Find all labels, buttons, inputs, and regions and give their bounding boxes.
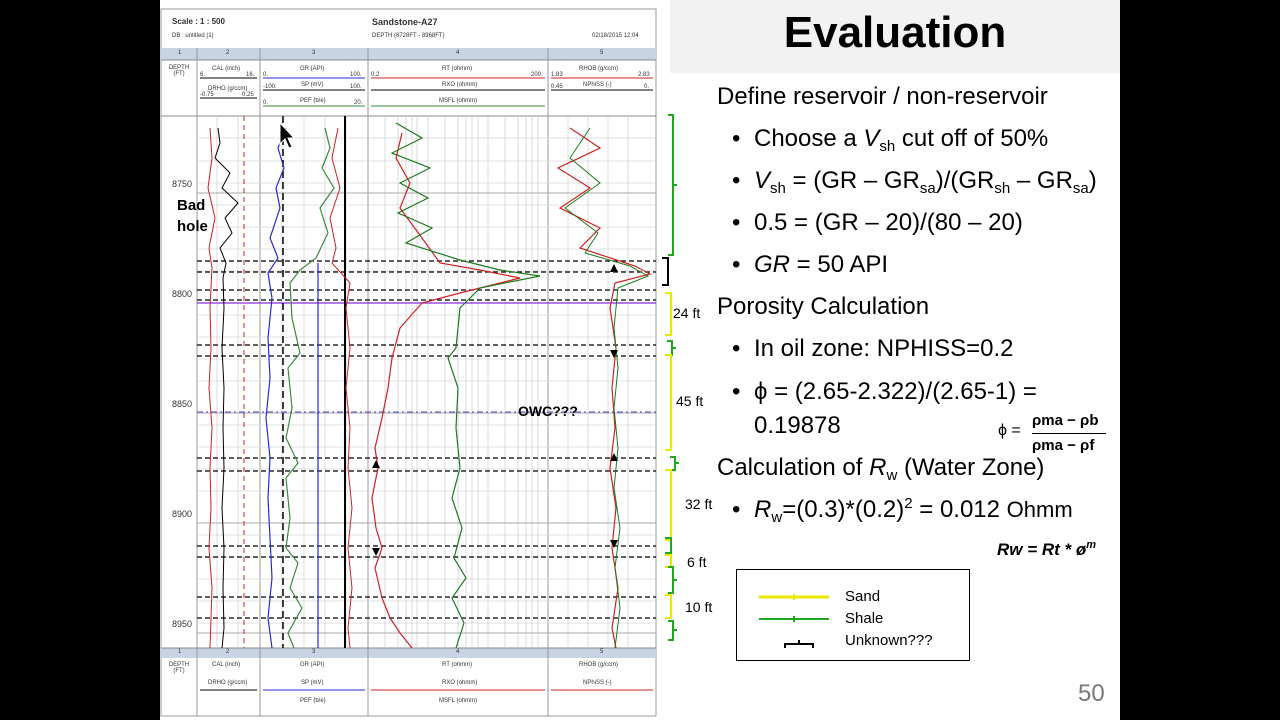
track2-s2: -0.75 <box>200 92 214 98</box>
bottom-track4-rt: RT (ohmm) <box>442 662 473 668</box>
owc-label: OWC??? <box>518 403 578 419</box>
log-scale: Scale : 1 : 500 <box>172 17 225 26</box>
sand-bracket <box>665 595 671 618</box>
bad-hole-label: Bad hole <box>177 197 208 235</box>
bullet-phi-calc: • ϕ = (2.65-2.322)/(2.65-1) = <box>732 378 1037 405</box>
legend-sand: Sand <box>845 588 881 605</box>
track4-s0: 0.2 <box>371 72 380 78</box>
track5-rhob: RHOB (g/ccm) <box>579 66 618 72</box>
bottom-track2-cal: CAL (inch) <box>212 662 241 668</box>
well-log-svg <box>160 8 657 718</box>
log-db: DB : untitled (1) <box>172 33 214 39</box>
zone-label: 45 ft <box>676 393 704 409</box>
track2-s0: 6. <box>200 72 206 78</box>
shale-bracket <box>667 341 676 355</box>
bottom-track3-gr: GR (API) <box>300 662 325 668</box>
log-well-name: Sandstone-A27 <box>372 17 438 27</box>
track2-cal: CAL (inch) <box>212 66 241 72</box>
log-depth-range: DEPTH (8728FT - 8968FT) <box>372 33 445 39</box>
track2-drho: DRHO (g/ccm) <box>208 86 248 92</box>
track3-s3: 100. <box>350 84 362 90</box>
slide <box>160 0 1120 720</box>
track3-sp: SP (mV) <box>301 82 324 88</box>
bottom-depth-header: DEPTH (FT) <box>168 662 190 674</box>
section-reservoir: Define reservoir / non-reservoir <box>717 83 1048 110</box>
phi-calc-result: 0.19878 <box>754 412 841 439</box>
bullet-vsh-cutoff: • Choose a $V_{sh}$ cut off of 50% <box>732 125 1049 155</box>
legend-unknown: Unknown??? <box>845 632 933 649</box>
bullet-vsh-example: • 0.5 = (GR – 20)/(80 – 20) <box>732 209 1023 236</box>
zone-label: 10 ft <box>685 599 713 615</box>
bottom-track-num-5: 5 <box>600 649 604 655</box>
fraction-bar <box>1032 433 1106 434</box>
well-log-panel <box>160 8 657 718</box>
track4-rt: RT (ohmm) <box>442 66 473 72</box>
track-num-4: 4 <box>456 50 460 56</box>
zone-label: 32 ft <box>685 496 713 512</box>
slide-number: 50 <box>1078 680 1105 707</box>
bullet-gr-result: • GR = 50 API <box>732 251 889 278</box>
bottom-track5-rhob: RHOB (g/ccm) <box>579 662 618 668</box>
sand-bracket <box>665 555 671 567</box>
sand-bracket <box>665 470 671 540</box>
bottom-track3-sp: SP (mV) <box>301 680 324 686</box>
track2-s1: 16. <box>246 72 255 78</box>
bottom-track2-drho: DRHO (g/ccm) <box>208 680 248 686</box>
track5-s0: 1.83 <box>551 72 563 78</box>
shale-bracket <box>668 115 677 255</box>
shale-bracket <box>668 567 677 593</box>
track-num-2: 2 <box>226 50 230 56</box>
track3-gr: GR (API) <box>300 66 325 72</box>
track3-s0: 0. <box>263 72 269 78</box>
track5-s1: 2.83 <box>638 72 650 78</box>
track2-s3: 0.25 <box>242 92 254 98</box>
bottom-track-num-3: 3 <box>312 649 316 655</box>
depth-label: 8900 <box>172 509 193 519</box>
depth-label: 8800 <box>172 289 193 299</box>
bullet-vsh-formula: • $V_{sh} = (GR - GR_{sa})/(GR_{sh} - GR_{sa})$ <box>732 167 1097 197</box>
bottom-track4-rxo: RXO (ohmm) <box>442 680 478 686</box>
bottom-track3-pef: PEF (b/e) <box>300 698 326 704</box>
depth-header: DEPTH (FT) <box>168 65 190 77</box>
section-porosity: Porosity Calculation <box>717 293 930 320</box>
track5-nphi: NPhiSS (-) <box>583 82 612 88</box>
track-num-3: 3 <box>312 50 316 56</box>
track4-rxo: RXO (ohmm) <box>442 82 478 88</box>
rw-formula: $Rw = Rt * ø^m$ <box>997 539 1097 559</box>
zone-label: 6 ft <box>687 554 707 570</box>
sand-bracket <box>665 293 671 335</box>
bottom-track-num-4: 4 <box>456 649 460 655</box>
porosity-formula <box>998 412 1108 458</box>
bottom-track-num-1: 1 <box>178 649 182 655</box>
track5-s3: 0. <box>644 84 650 90</box>
track3-s1: 100. <box>350 72 362 78</box>
depth-label: 8850 <box>172 399 193 409</box>
bottom-track5-nphi: NPhiSS (-) <box>583 680 612 686</box>
track5-s2: 0.45 <box>551 84 563 90</box>
slide-title: Evaluation <box>783 8 1007 57</box>
track3-pef: PEF (b/e) <box>300 98 326 104</box>
section-rw: Calculation of $R_w$ (Water Zone) <box>717 454 1045 484</box>
bullet-oil-zone: • In oil zone: NPHISS=0.2 <box>732 335 1014 362</box>
track-num-5: 5 <box>600 50 604 56</box>
phi-formula-numerator: ρma − ρb <box>1032 412 1099 429</box>
track4-s1: 200. <box>531 72 543 78</box>
sand-bracket <box>665 355 671 450</box>
unknown-bracket <box>662 258 668 285</box>
depth-label: 8750 <box>172 179 193 189</box>
track3-s5: 20. <box>354 100 363 106</box>
legend-unknown-line <box>785 644 813 648</box>
shale-bracket <box>668 621 677 640</box>
bottom-track-num-2: 2 <box>226 649 230 655</box>
track3-s2: -100. <box>263 84 277 90</box>
track4-msfl: MSFL (ohmm) <box>439 98 478 104</box>
phi-formula-denominator: ρma − ρf <box>1032 437 1095 454</box>
track-num-1: 1 <box>178 50 182 56</box>
log-date: 02/18/2015 12:04 <box>592 33 639 39</box>
bottom-track4-msfl: MSFL (ohmm) <box>439 698 478 704</box>
shale-bracket <box>670 457 679 470</box>
zone-label: 24 ft <box>673 305 701 321</box>
legend <box>736 569 970 661</box>
legend-shale: Shale <box>845 610 884 627</box>
phi-formula-lhs: ϕ = <box>998 422 1021 439</box>
bullet-rw-calc: • $R_w=(0.3)*(0.2)^2 = 0.012$ Ohmm <box>732 495 1073 526</box>
track3-s4: 0. <box>263 100 269 106</box>
depth-label: 8950 <box>172 619 193 629</box>
